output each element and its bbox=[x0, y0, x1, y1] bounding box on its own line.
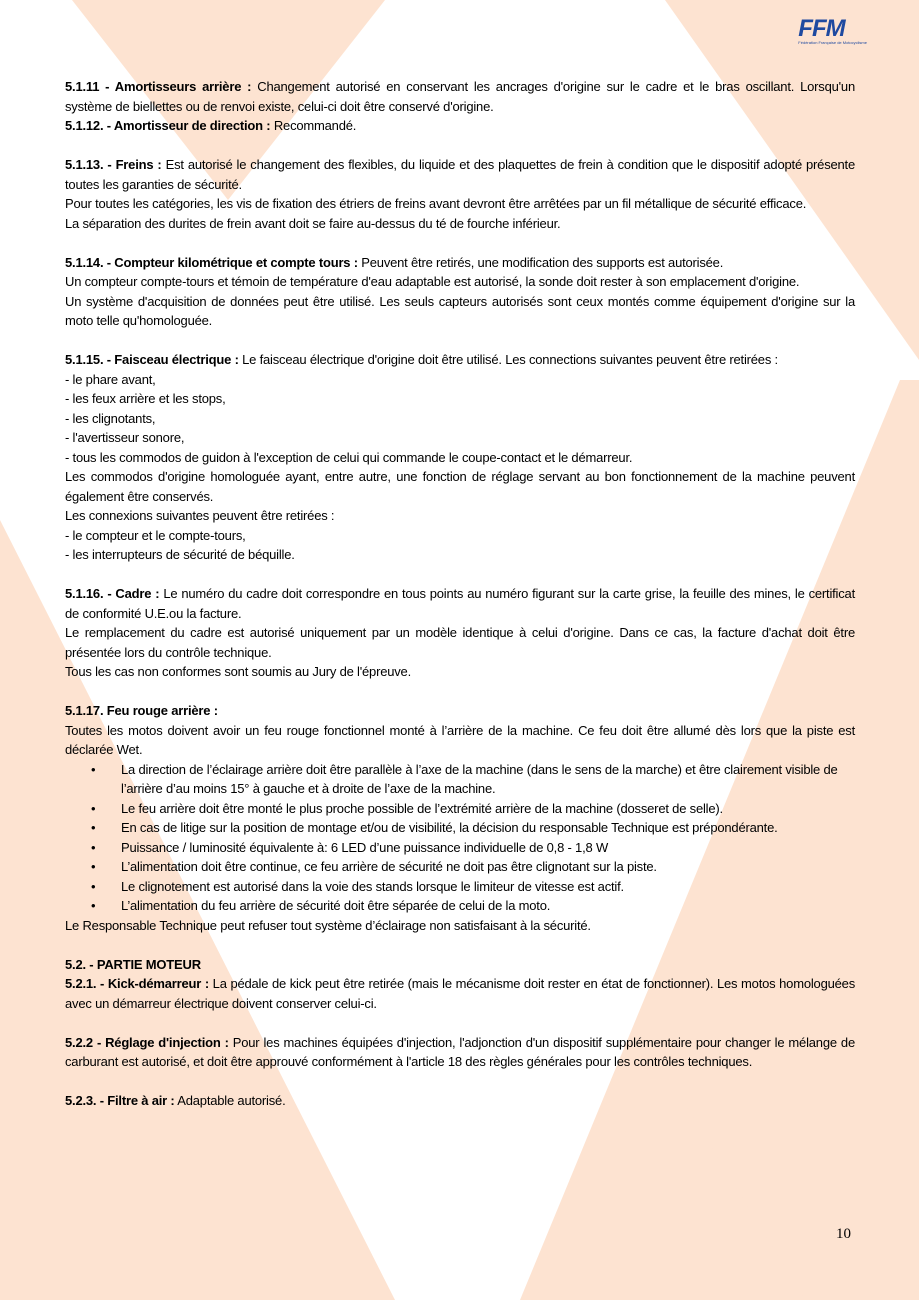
section-title: 5.1.16. - Cadre : bbox=[65, 586, 160, 601]
section-5-2-title bbox=[65, 955, 855, 975]
section-title: 5.2. - PARTIE MOTEUR bbox=[65, 956, 201, 972]
list-line: - l'avertisseur sonore, bbox=[65, 430, 185, 445]
section-text: Le numéro du cadre doit correspondre en tous points au numéro figurant sur la carte grise, la feuille des mines, le certificat de conformité U.E.ou la facture. bbox=[65, 586, 855, 621]
bullet-item: • Le feu arrière doit être monté le plus proche possible de l’extrémité arrière de la machine (dosseret de selle). bbox=[121, 799, 855, 819]
section-title: 5.1.14. - Compteur kilométrique et compte tours : bbox=[65, 254, 358, 270]
section-text: Le faisceau électrique d'origine doit être utilisé. Les connections suivantes peuvent être retirées : bbox=[238, 352, 778, 367]
section-5-1-13 bbox=[65, 155, 855, 194]
section-5-1-16 bbox=[65, 584, 855, 623]
document-body bbox=[65, 77, 855, 1111]
section-title: 5.1.17. Feu rouge arrière : bbox=[65, 703, 218, 718]
paragraph: Les connexions suivantes peuvent être retirées : bbox=[65, 508, 335, 523]
section-5-1-12 bbox=[65, 116, 855, 136]
bullet-item: • Puissance / luminosité équivalente à: 6 LED d’une puissance individuelle de 0,8 - 1,8 W bbox=[121, 838, 855, 858]
list-line: - le phare avant, bbox=[65, 371, 156, 387]
list-line: - les interrupteurs de sécurité de béquille. bbox=[65, 547, 295, 562]
section-5-1-11 bbox=[65, 77, 855, 116]
section-title: 5.1.13. - Freins : bbox=[65, 157, 162, 172]
section-text: Adaptable autorisé. bbox=[174, 1093, 286, 1108]
list-line: - le compteur et le compte-tours, bbox=[65, 527, 246, 543]
paragraph: Toutes les motos doivent avoir un feu rouge fonctionnel monté à l’arrière de la machine. Ce feu doit être allumé dès lors que la piste est déclarée Wet. bbox=[65, 722, 855, 757]
section-5-2-1 bbox=[65, 974, 855, 1013]
section-text: Recommandé. bbox=[270, 118, 357, 133]
paragraph: La séparation des durites de frein avant doit se faire au-dessus du té de fourche inférieur. bbox=[65, 215, 561, 231]
logo-text: FFM bbox=[798, 15, 845, 42]
bullet-item: • En cas de litige sur la position de montage et/ou de visibilité, la décision du responsable Technique est prépondérante. bbox=[121, 818, 855, 838]
section-title: 5.1.12. - Amortisseur de direction : bbox=[65, 118, 271, 133]
bullet-list bbox=[65, 760, 855, 916]
section-5-2-2 bbox=[65, 1033, 855, 1072]
section-text: Est autorisé le changement des flexibles, du liquide et des plaquettes de frein à condition que le dispositif adopté présente toutes les garanties de sécurité. bbox=[65, 157, 855, 192]
section-5-2-3 bbox=[65, 1091, 855, 1111]
paragraph: Un système d'acquisition de données peut être utilisé. Les seuls capteurs autorisés sont ceux montés comme équipement d'origine sur la moto telle qu'homologuée. bbox=[65, 293, 855, 328]
logo-subtitle: Fédération Française de Motocyclisme bbox=[798, 40, 867, 45]
section-title: 5.2.2 - Réglage d'injection : bbox=[65, 1034, 229, 1050]
bullet-item: • La direction de l’éclairage arrière doit être parallèle à l’axe de la machine (dans le sens de la marche) et être clairement visible de l’arrière d’au moins 15° à gauche et à droite de l’axe de la machine. bbox=[121, 760, 855, 799]
list-line: - les clignotants, bbox=[65, 410, 156, 426]
ffm-logo bbox=[798, 15, 867, 45]
list-line: - tous les commodos de guidon à l'exception de celui qui commande le coupe-contact et le démarreur. bbox=[65, 449, 633, 465]
bullet-item: • L’alimentation doit être continue, ce feu arrière de sécurité ne doit pas être clignotant sur la piste. bbox=[121, 857, 855, 877]
paragraph: Tous les cas non conformes sont soumis au Jury de l'épreuve. bbox=[65, 664, 411, 679]
section-5-1-17-title bbox=[65, 701, 855, 721]
bullet-item: • L’alimentation du feu arrière de sécurité doit être séparée de celui de la moto. bbox=[121, 896, 855, 916]
paragraph: Le remplacement du cadre est autorisé uniquement par un modèle identique à celui d'origine. Dans ce cas, la facture d'achat doit être présentée lors du contrôle technique. bbox=[65, 625, 855, 660]
section-title: 5.2.1. - Kick-démarreur : bbox=[65, 976, 209, 991]
section-5-1-14 bbox=[65, 253, 855, 273]
section-text: Pour les machines équipées d'injection, l'adjonction d'un dispositif supplémentaire pour changer le mélange de carburant est autorisé, et doit être approuvé conformément à l'article 18 des règles générales pour les contrôles techniques. bbox=[65, 1034, 855, 1069]
section-text: Peuvent être retirés, une modification des supports est autorisée. bbox=[357, 254, 724, 270]
section-title: 5.1.15. - Faisceau électrique : bbox=[65, 352, 239, 367]
section-text: La pédale de kick peut être retirée (mais le mécanisme doit rester en état de fonctionner). Les motos homologuées avec un démarreur électrique doivent conserver celui-ci. bbox=[65, 976, 855, 1011]
section-title: 5.2.3. - Filtre à air : bbox=[65, 1093, 175, 1108]
paragraph: Pour toutes les catégories, les vis de fixation des étriers de freins avant devront être arrêtées par un fil métallique de sécurité efficace. bbox=[65, 196, 807, 211]
list-line: - les feux arrière et les stops, bbox=[65, 391, 226, 406]
section-title: 5.1.11 - Amortisseurs arrière : bbox=[65, 79, 252, 94]
section-5-1-15 bbox=[65, 350, 855, 370]
bullet-item: • Le clignotement est autorisé dans la voie des stands lorsque le limiteur de vitesse est actif. bbox=[121, 877, 855, 897]
paragraph: Un compteur compte-tours et témoin de température d'eau adaptable est autorisé, la sonde doit rester à son emplacement d'origine. bbox=[65, 274, 800, 289]
page-number: 10 bbox=[836, 1226, 851, 1242]
paragraph: Le Responsable Technique peut refuser tout système d’éclairage non satisfaisant à la sécurité. bbox=[65, 917, 591, 933]
paragraph: Les commodos d'origine homologuée ayant, entre autre, une fonction de réglage servant au bon fonctionnement de la machine peuvent également être conservés. bbox=[65, 469, 855, 504]
section-text: Changement autorisé en conservant les ancrages d'origine sur le cadre et le bras oscillant. Lorsqu'un système de biellettes ou de renvoi existe, celui-ci doit être conservé d'origine. bbox=[65, 79, 855, 114]
